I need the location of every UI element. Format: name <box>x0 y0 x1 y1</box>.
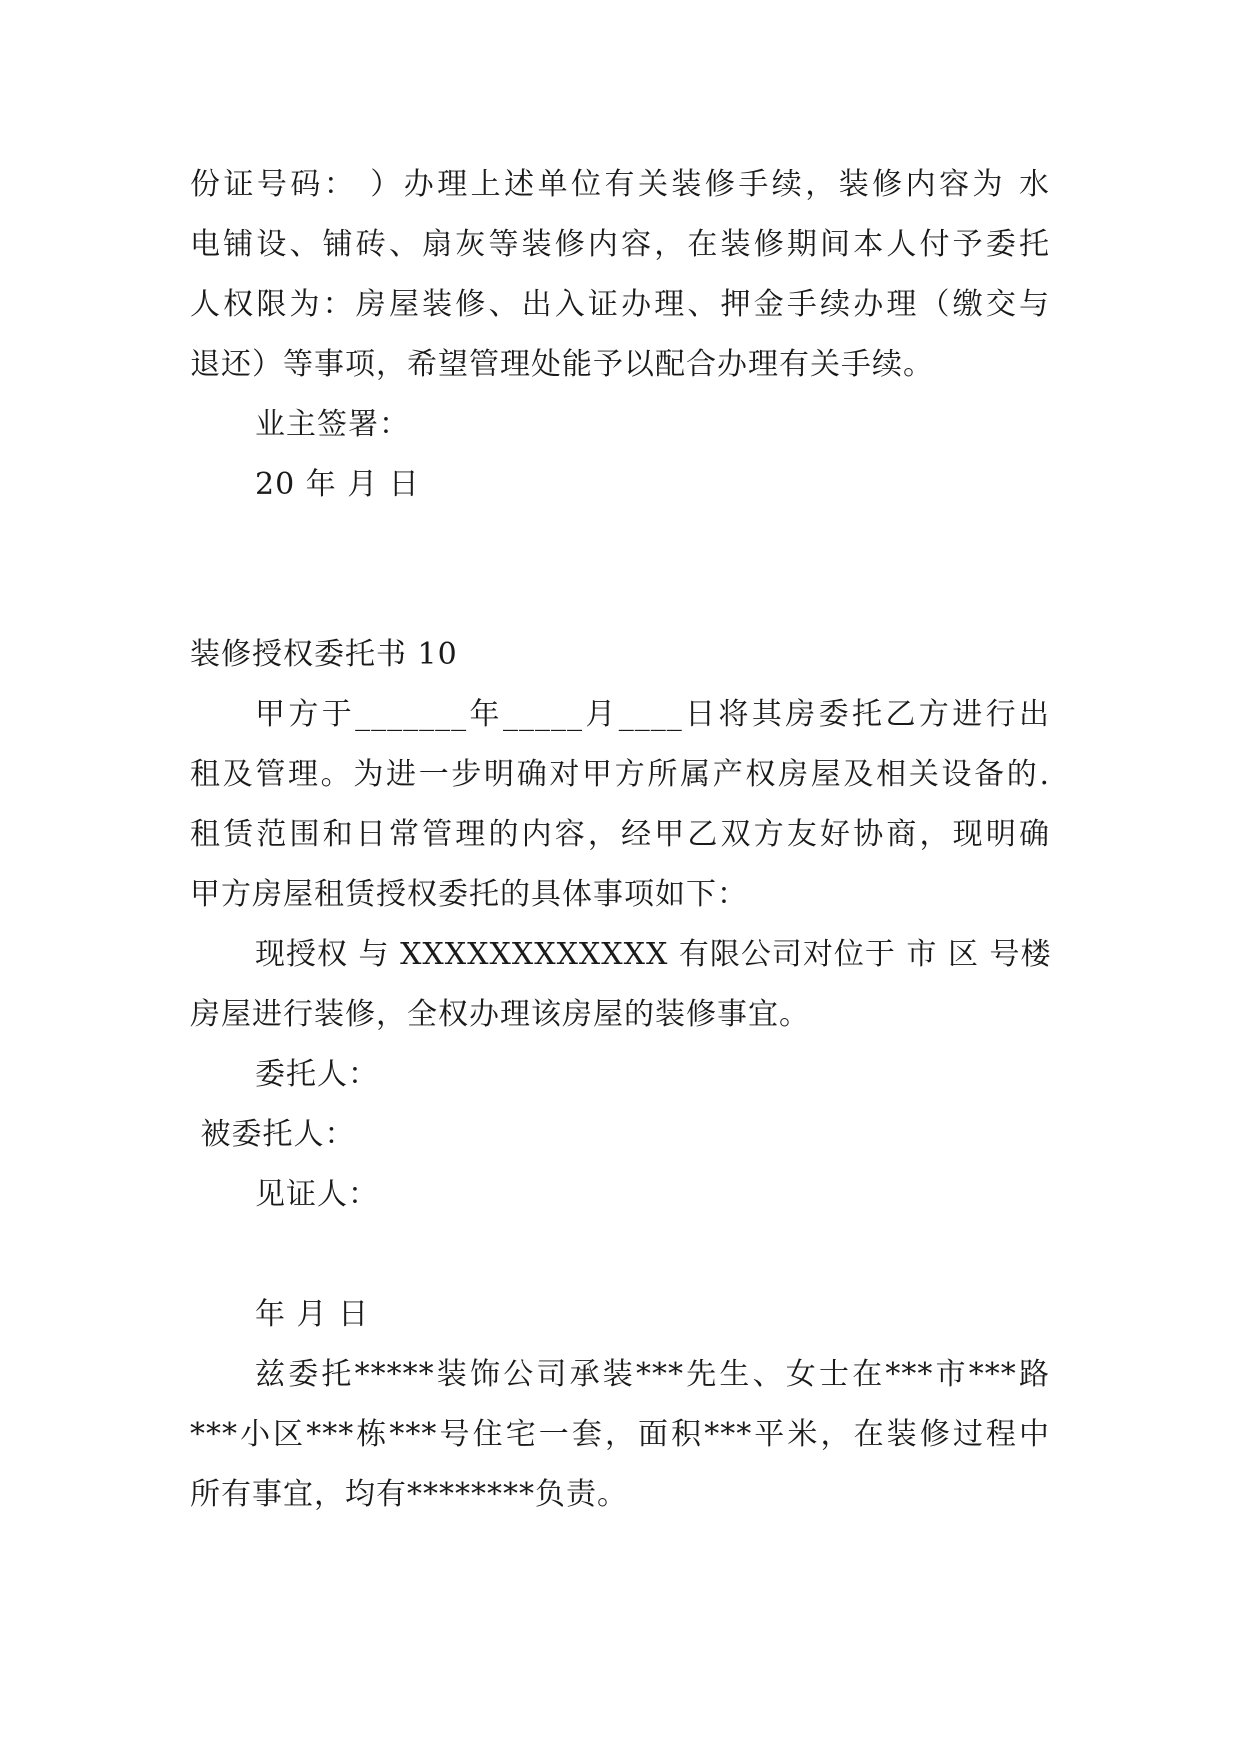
body-text-line: 房屋进行装修，全权办理该房屋的装修事宜。 <box>190 997 810 1032</box>
agent-label: 被委托人： <box>190 1117 356 1152</box>
body-text-line: ***小区***栋***号住宅一套，面积***平米，在装修过程中 <box>190 1417 1050 1452</box>
body-text-line: 租赁范围和日常管理的内容，经甲乙双方友好协商，现明确 <box>190 817 1050 852</box>
body-text-line: 电铺设、铺砖、扇灰等装修内容，在装修期间本人付予委托 <box>190 227 1050 262</box>
body-text-line: 现授权 与 XXXXXXXXXXXX 有限公司对位于 市 区 号楼 <box>255 937 1052 972</box>
body-text-line: 甲方房屋租赁授权委托的具体事项如下： <box>190 877 748 912</box>
date-line: 年 月 日 <box>255 1297 370 1332</box>
owner-signature-label: 业主签署： <box>255 407 410 442</box>
body-text-line: 人权限为：房屋装修、出入证办理、押金手续办理（缴交与 <box>190 287 1050 322</box>
body-text-line: 兹委托*****装饰公司承装***先生、女士在***市***路 <box>255 1357 1050 1392</box>
date-line: 20 年 月 日 <box>255 467 420 502</box>
section-title: 装修授权委托书 10 <box>190 637 458 672</box>
body-text-line: 租及管理。为进一步明确对甲方所属产权房屋及相关设备的. <box>190 757 1050 792</box>
witness-label: 见证人： <box>255 1177 379 1212</box>
body-text-line: 份证号码： ）办理上述单位有关装修手续，装修内容为 水 <box>190 167 1050 202</box>
body-text-line: 所有事宜，均有********负责。 <box>190 1477 628 1512</box>
body-text-line: 甲方于_______年_____月____日将其房委托乙方进行出 <box>255 697 1050 732</box>
body-text-line: 退还）等事项，希望管理处能予以配合办理有关手续。 <box>190 347 934 382</box>
principal-label: 委托人： <box>255 1057 379 1092</box>
